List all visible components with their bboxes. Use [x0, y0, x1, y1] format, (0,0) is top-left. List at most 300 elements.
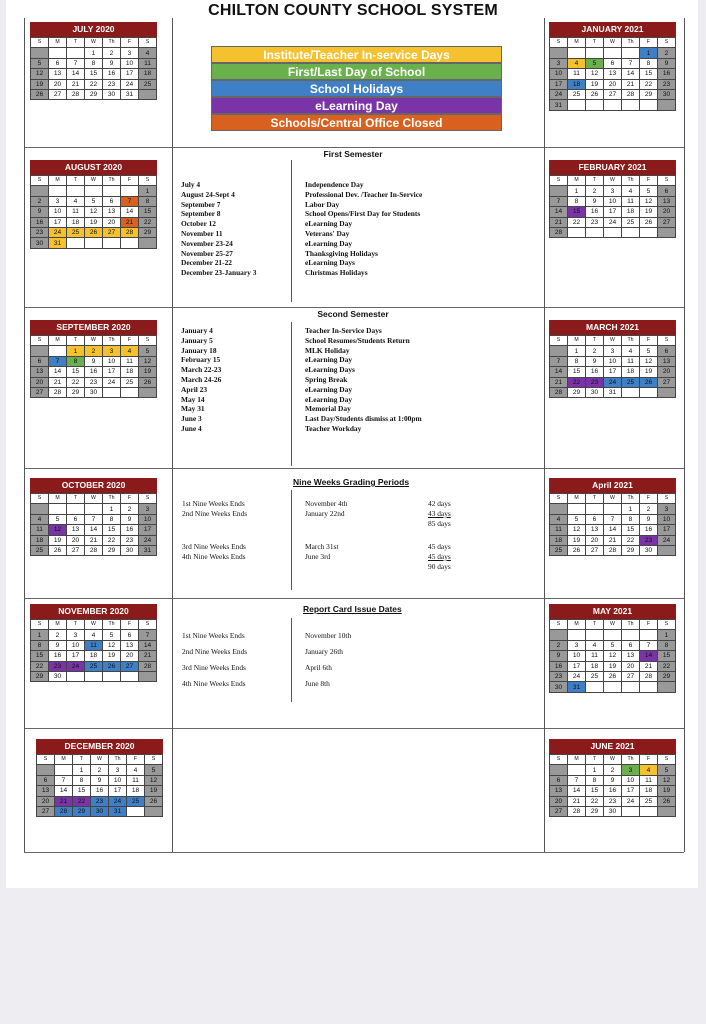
- day-cell: 7: [67, 58, 85, 68]
- calendar-entry: Veterans' Day: [305, 228, 350, 238]
- day-cell: 23: [91, 796, 109, 806]
- day-cell: [67, 504, 85, 514]
- day-cell: 17: [658, 525, 676, 535]
- day-cell: [139, 387, 157, 397]
- day-cell: [550, 630, 568, 640]
- day-cell: 1: [658, 630, 676, 640]
- day-cell: 2: [49, 630, 67, 640]
- calendar-entry: November 11: [181, 228, 223, 238]
- divider: [24, 468, 684, 469]
- day-cell: 8: [622, 514, 640, 524]
- day-cell: 18: [31, 535, 49, 545]
- day-cell: 10: [121, 58, 139, 68]
- day-cell: 19: [49, 535, 67, 545]
- day-cell: 14: [121, 207, 139, 217]
- day-cell: 24: [109, 796, 127, 806]
- divider: [291, 160, 292, 302]
- day-cell: 29: [67, 387, 85, 397]
- calendar-entry: School Resumes/Students Return: [305, 335, 410, 345]
- day-cell: 23: [586, 377, 604, 387]
- day-cell: 4: [31, 514, 49, 524]
- day-cell: 21: [139, 651, 157, 661]
- day-cell: [622, 630, 640, 640]
- day-cell: 12: [49, 525, 67, 535]
- calendar-entry: December 23-January 3: [181, 268, 257, 278]
- day-cell: 26: [640, 377, 658, 387]
- weekday-label: T: [586, 494, 604, 504]
- day-cell: [586, 227, 604, 237]
- calendar-entry: March 22-23: [181, 365, 222, 375]
- day-cell: 6: [586, 514, 604, 524]
- weekday-label: S: [145, 755, 163, 765]
- first-semester-dates: [181, 180, 256, 278]
- day-cell: 11: [550, 525, 568, 535]
- weekday-label: S: [550, 336, 568, 346]
- calendar-entry: October 12: [181, 219, 216, 229]
- day-cell: 27: [586, 545, 604, 555]
- day-cell: 26: [31, 89, 49, 99]
- day-cell: 22: [586, 796, 604, 806]
- day-cell: 11: [622, 356, 640, 366]
- day-cell: [121, 387, 139, 397]
- calendar-entry: Thanksgiving Holidays: [305, 248, 378, 258]
- day-cell: 2: [550, 640, 568, 650]
- day-cell: 30: [91, 806, 109, 816]
- calendar-entry: January 18: [181, 345, 217, 355]
- day-cell: 7: [622, 58, 640, 68]
- day-cell: 30: [121, 545, 139, 555]
- calendar-entry: April 23: [181, 384, 208, 394]
- legend-item: Schools/Central Office Closed: [211, 114, 502, 131]
- divider: [544, 18, 545, 852]
- calendar-entry: Teacher Workday: [305, 423, 362, 433]
- day-cell: 24: [49, 227, 67, 237]
- day-cell: 20: [550, 796, 568, 806]
- day-cell: 10: [49, 207, 67, 217]
- month-title: JUNE 2021: [549, 739, 676, 754]
- divider: [24, 307, 684, 308]
- day-cell: 9: [586, 356, 604, 366]
- day-cell: 29: [568, 387, 586, 397]
- report-date-3: April 6th: [305, 663, 332, 672]
- day-cell: 19: [31, 79, 49, 89]
- day-cell: 12: [604, 651, 622, 661]
- day-cell: 11: [67, 207, 85, 217]
- weekday-label: S: [139, 620, 157, 630]
- day-cell: 10: [103, 356, 121, 366]
- weekday-label: T: [67, 620, 85, 630]
- grading-days-2: 43 days: [428, 509, 451, 518]
- weekday-label: M: [49, 336, 67, 346]
- day-cell: 23: [658, 79, 676, 89]
- day-cell: 27: [67, 545, 85, 555]
- weekday-label: M: [49, 620, 67, 630]
- day-cell: 12: [139, 356, 157, 366]
- day-cell: 8: [67, 356, 85, 366]
- day-cell: [139, 671, 157, 681]
- weekday-label: S: [31, 494, 49, 504]
- day-cell: [640, 227, 658, 237]
- day-cell: 28: [550, 387, 568, 397]
- month-title: FEBRUARY 2021: [549, 160, 676, 175]
- day-cell: 5: [640, 346, 658, 356]
- day-cell: 14: [568, 786, 586, 796]
- calendar-entry: September 8: [181, 209, 221, 219]
- day-cell: 6: [622, 640, 640, 650]
- day-cell: 26: [49, 545, 67, 555]
- day-cell: 8: [103, 514, 121, 524]
- weekday-label: W: [85, 620, 103, 630]
- second-semester-events: [305, 326, 422, 434]
- weekday-label: S: [37, 755, 55, 765]
- day-cell: 11: [139, 58, 157, 68]
- day-cell: 5: [586, 58, 604, 68]
- day-cell: 30: [640, 545, 658, 555]
- day-cell: 15: [103, 525, 121, 535]
- day-cell: [550, 48, 568, 58]
- weekday-label: Th: [622, 620, 640, 630]
- grading-days-3: 45 days: [428, 542, 451, 551]
- calendar-entry: eLearning Days: [305, 258, 355, 268]
- day-cell: 18: [640, 786, 658, 796]
- day-cell: [640, 806, 658, 816]
- calendar-entry: January 5: [181, 335, 213, 345]
- weekday-label: F: [640, 494, 658, 504]
- day-cell: 3: [622, 765, 640, 775]
- day-cell: 4: [127, 765, 145, 775]
- day-cell: 13: [604, 69, 622, 79]
- day-cell: [67, 671, 85, 681]
- legend-item: School Holidays: [211, 80, 502, 97]
- day-cell: 28: [604, 545, 622, 555]
- day-cell: 21: [49, 377, 67, 387]
- weekday-label: F: [640, 336, 658, 346]
- calendar-entry: Last Day/Students dismiss at 1:00pm: [305, 414, 422, 424]
- day-cell: 2: [91, 765, 109, 775]
- day-cell: 9: [604, 775, 622, 785]
- day-cell: 6: [49, 58, 67, 68]
- day-cell: 5: [640, 186, 658, 196]
- day-cell: 4: [67, 196, 85, 206]
- day-cell: [31, 48, 49, 58]
- day-cell: 11: [640, 775, 658, 785]
- day-cell: 11: [568, 69, 586, 79]
- day-cell: [31, 504, 49, 514]
- day-cell: 10: [139, 514, 157, 524]
- day-cell: 22: [568, 217, 586, 227]
- day-cell: 6: [658, 186, 676, 196]
- day-cell: 30: [550, 682, 568, 692]
- day-cell: [586, 48, 604, 58]
- day-cell: 14: [604, 525, 622, 535]
- month-calendar: [549, 604, 676, 693]
- day-cell: 12: [658, 775, 676, 785]
- day-cell: 15: [73, 786, 91, 796]
- day-cell: 3: [121, 48, 139, 58]
- day-cell: [658, 545, 676, 555]
- day-cell: 3: [109, 765, 127, 775]
- day-cell: 31: [49, 238, 67, 248]
- day-cell: 27: [31, 387, 49, 397]
- day-cell: [67, 48, 85, 58]
- day-cell: 31: [604, 387, 622, 397]
- day-cell: 4: [568, 58, 586, 68]
- day-cell: 16: [550, 661, 568, 671]
- weekday-label: T: [73, 755, 91, 765]
- day-cell: 10: [658, 514, 676, 524]
- weekday-label: M: [568, 336, 586, 346]
- calendar-entry: eLearning Days: [305, 365, 355, 375]
- day-cell: 22: [640, 79, 658, 89]
- day-cell: 25: [568, 89, 586, 99]
- day-cell: 15: [568, 367, 586, 377]
- weekday-label: Th: [622, 38, 640, 48]
- day-cell: [586, 630, 604, 640]
- day-cell: 15: [586, 786, 604, 796]
- month-title: JANUARY 2021: [549, 22, 676, 37]
- day-cell: 8: [85, 58, 103, 68]
- day-cell: [139, 89, 157, 99]
- day-cell: 18: [568, 79, 586, 89]
- weekday-label: T: [586, 176, 604, 186]
- day-cell: 17: [622, 786, 640, 796]
- weekday-label: F: [640, 620, 658, 630]
- month-calendar: [549, 22, 676, 111]
- weekday-label: Th: [103, 38, 121, 48]
- day-cell: 16: [121, 525, 139, 535]
- weekday-label: Th: [103, 336, 121, 346]
- day-cell: 12: [568, 525, 586, 535]
- day-cell: [85, 671, 103, 681]
- divider: [291, 618, 292, 702]
- day-cell: [37, 765, 55, 775]
- weekday-label: M: [49, 38, 67, 48]
- weekday-label: Th: [103, 494, 121, 504]
- weekday-label: T: [67, 336, 85, 346]
- day-cell: [640, 630, 658, 640]
- divider: [24, 18, 25, 852]
- day-cell: 4: [586, 640, 604, 650]
- weekday-label: T: [586, 755, 604, 765]
- day-cell: [139, 238, 157, 248]
- day-cell: 7: [85, 514, 103, 524]
- day-cell: 31: [121, 89, 139, 99]
- day-cell: 2: [586, 346, 604, 356]
- day-cell: 26: [586, 89, 604, 99]
- day-cell: 31: [550, 100, 568, 110]
- legend-item: First/Last Day of School: [211, 63, 502, 80]
- grading-date-2: January 22nd: [305, 509, 345, 518]
- day-cell: 26: [640, 217, 658, 227]
- day-cell: 21: [55, 796, 73, 806]
- weekday-label: S: [658, 620, 676, 630]
- weekday-label: S: [658, 336, 676, 346]
- day-cell: 13: [37, 786, 55, 796]
- day-cell: [604, 48, 622, 58]
- day-cell: 15: [640, 69, 658, 79]
- day-cell: 10: [67, 640, 85, 650]
- day-cell: [586, 504, 604, 514]
- day-cell: 27: [622, 671, 640, 681]
- day-cell: 19: [139, 367, 157, 377]
- day-cell: 25: [85, 661, 103, 671]
- day-cell: 20: [586, 535, 604, 545]
- day-cell: 13: [49, 69, 67, 79]
- day-cell: 13: [121, 640, 139, 650]
- weekday-label: T: [67, 38, 85, 48]
- day-cell: 27: [103, 227, 121, 237]
- second-semester-dates: [181, 326, 221, 434]
- first-semester-events: [305, 180, 422, 278]
- day-cell: 14: [640, 651, 658, 661]
- day-cell: [103, 671, 121, 681]
- day-cell: [49, 48, 67, 58]
- divider: [291, 490, 292, 590]
- day-cell: 10: [604, 356, 622, 366]
- day-cell: 21: [85, 535, 103, 545]
- day-cell: [622, 682, 640, 692]
- divider: [172, 18, 173, 852]
- calendar-entry: MLK Holiday: [305, 345, 350, 355]
- weekday-label: T: [67, 176, 85, 186]
- day-cell: 23: [604, 796, 622, 806]
- day-cell: 10: [568, 651, 586, 661]
- divider: [24, 728, 684, 729]
- day-cell: 23: [550, 671, 568, 681]
- day-cell: 16: [586, 367, 604, 377]
- day-cell: 8: [658, 640, 676, 650]
- report-period-3: 3rd Nine Weeks Ends: [182, 663, 246, 672]
- day-cell: 5: [85, 196, 103, 206]
- day-cell: 3: [67, 630, 85, 640]
- day-cell: 25: [586, 671, 604, 681]
- day-cell: [550, 186, 568, 196]
- day-cell: 9: [586, 196, 604, 206]
- calendar-entry: Teacher In-Service Days: [305, 326, 382, 335]
- day-cell: 7: [568, 775, 586, 785]
- day-cell: 25: [622, 217, 640, 227]
- day-cell: 1: [85, 48, 103, 58]
- day-cell: 19: [85, 217, 103, 227]
- day-cell: 28: [121, 227, 139, 237]
- day-cell: [568, 100, 586, 110]
- day-cell: 19: [145, 786, 163, 796]
- day-cell: 8: [640, 58, 658, 68]
- day-cell: 5: [568, 514, 586, 524]
- month-title: DECEMBER 2020: [36, 739, 163, 754]
- day-cell: [85, 504, 103, 514]
- weekday-label: M: [568, 176, 586, 186]
- day-cell: 10: [604, 196, 622, 206]
- day-cell: 23: [31, 227, 49, 237]
- day-cell: 23: [121, 535, 139, 545]
- day-cell: [103, 387, 121, 397]
- day-cell: 16: [31, 217, 49, 227]
- weekday-label: M: [568, 38, 586, 48]
- weekday-label: S: [139, 38, 157, 48]
- weekday-label: Th: [622, 494, 640, 504]
- grading-days-total-2: 90 days: [428, 562, 451, 571]
- day-cell: 9: [31, 207, 49, 217]
- day-cell: 25: [139, 79, 157, 89]
- day-cell: 13: [586, 525, 604, 535]
- day-cell: 23: [586, 217, 604, 227]
- day-cell: 8: [586, 775, 604, 785]
- day-cell: 15: [658, 651, 676, 661]
- day-cell: 27: [550, 806, 568, 816]
- day-cell: 15: [67, 367, 85, 377]
- day-cell: 1: [139, 186, 157, 196]
- calendar-entry: July 4: [181, 180, 201, 189]
- day-cell: 3: [658, 504, 676, 514]
- day-cell: [640, 387, 658, 397]
- weekday-label: W: [85, 38, 103, 48]
- day-cell: 29: [622, 545, 640, 555]
- weekday-label: F: [640, 755, 658, 765]
- weekday-label: S: [550, 620, 568, 630]
- day-cell: 6: [37, 775, 55, 785]
- day-cell: 4: [85, 630, 103, 640]
- day-cell: 13: [103, 207, 121, 217]
- day-cell: [103, 238, 121, 248]
- day-cell: 2: [658, 48, 676, 58]
- day-cell: 11: [31, 525, 49, 535]
- weekday-label: M: [568, 620, 586, 630]
- day-cell: 21: [640, 661, 658, 671]
- day-cell: 24: [550, 89, 568, 99]
- weekday-label: F: [121, 176, 139, 186]
- day-cell: 22: [568, 377, 586, 387]
- day-cell: 28: [640, 671, 658, 681]
- day-cell: 25: [31, 545, 49, 555]
- day-cell: 25: [127, 796, 145, 806]
- day-cell: [49, 186, 67, 196]
- day-cell: 29: [640, 89, 658, 99]
- day-cell: [550, 346, 568, 356]
- day-cell: 5: [139, 346, 157, 356]
- day-cell: [49, 504, 67, 514]
- day-cell: [622, 806, 640, 816]
- day-cell: 8: [31, 640, 49, 650]
- day-cell: 6: [103, 196, 121, 206]
- day-cell: 26: [85, 227, 103, 237]
- day-cell: 20: [604, 79, 622, 89]
- weekday-label: S: [31, 38, 49, 48]
- day-cell: 1: [640, 48, 658, 58]
- day-cell: 18: [622, 207, 640, 217]
- day-cell: 24: [121, 79, 139, 89]
- day-cell: [550, 504, 568, 514]
- calendar-entry: December 21-22: [181, 258, 232, 268]
- day-cell: [604, 630, 622, 640]
- report-date-2: January 26th: [305, 647, 343, 656]
- day-cell: 12: [640, 356, 658, 366]
- day-cell: 20: [103, 217, 121, 227]
- day-cell: 30: [31, 238, 49, 248]
- first-semester-header: First Semester: [323, 149, 383, 159]
- day-cell: 20: [121, 651, 139, 661]
- day-cell: [658, 100, 676, 110]
- day-cell: [67, 238, 85, 248]
- day-cell: 19: [568, 535, 586, 545]
- day-cell: 7: [604, 514, 622, 524]
- calendar-entry: School Opens/First Day for Students: [305, 209, 421, 219]
- day-cell: [622, 100, 640, 110]
- weekday-label: W: [85, 176, 103, 186]
- day-cell: 7: [640, 640, 658, 650]
- day-cell: 2: [31, 196, 49, 206]
- report-period-4: 4th Nine Weeks Ends: [182, 679, 246, 688]
